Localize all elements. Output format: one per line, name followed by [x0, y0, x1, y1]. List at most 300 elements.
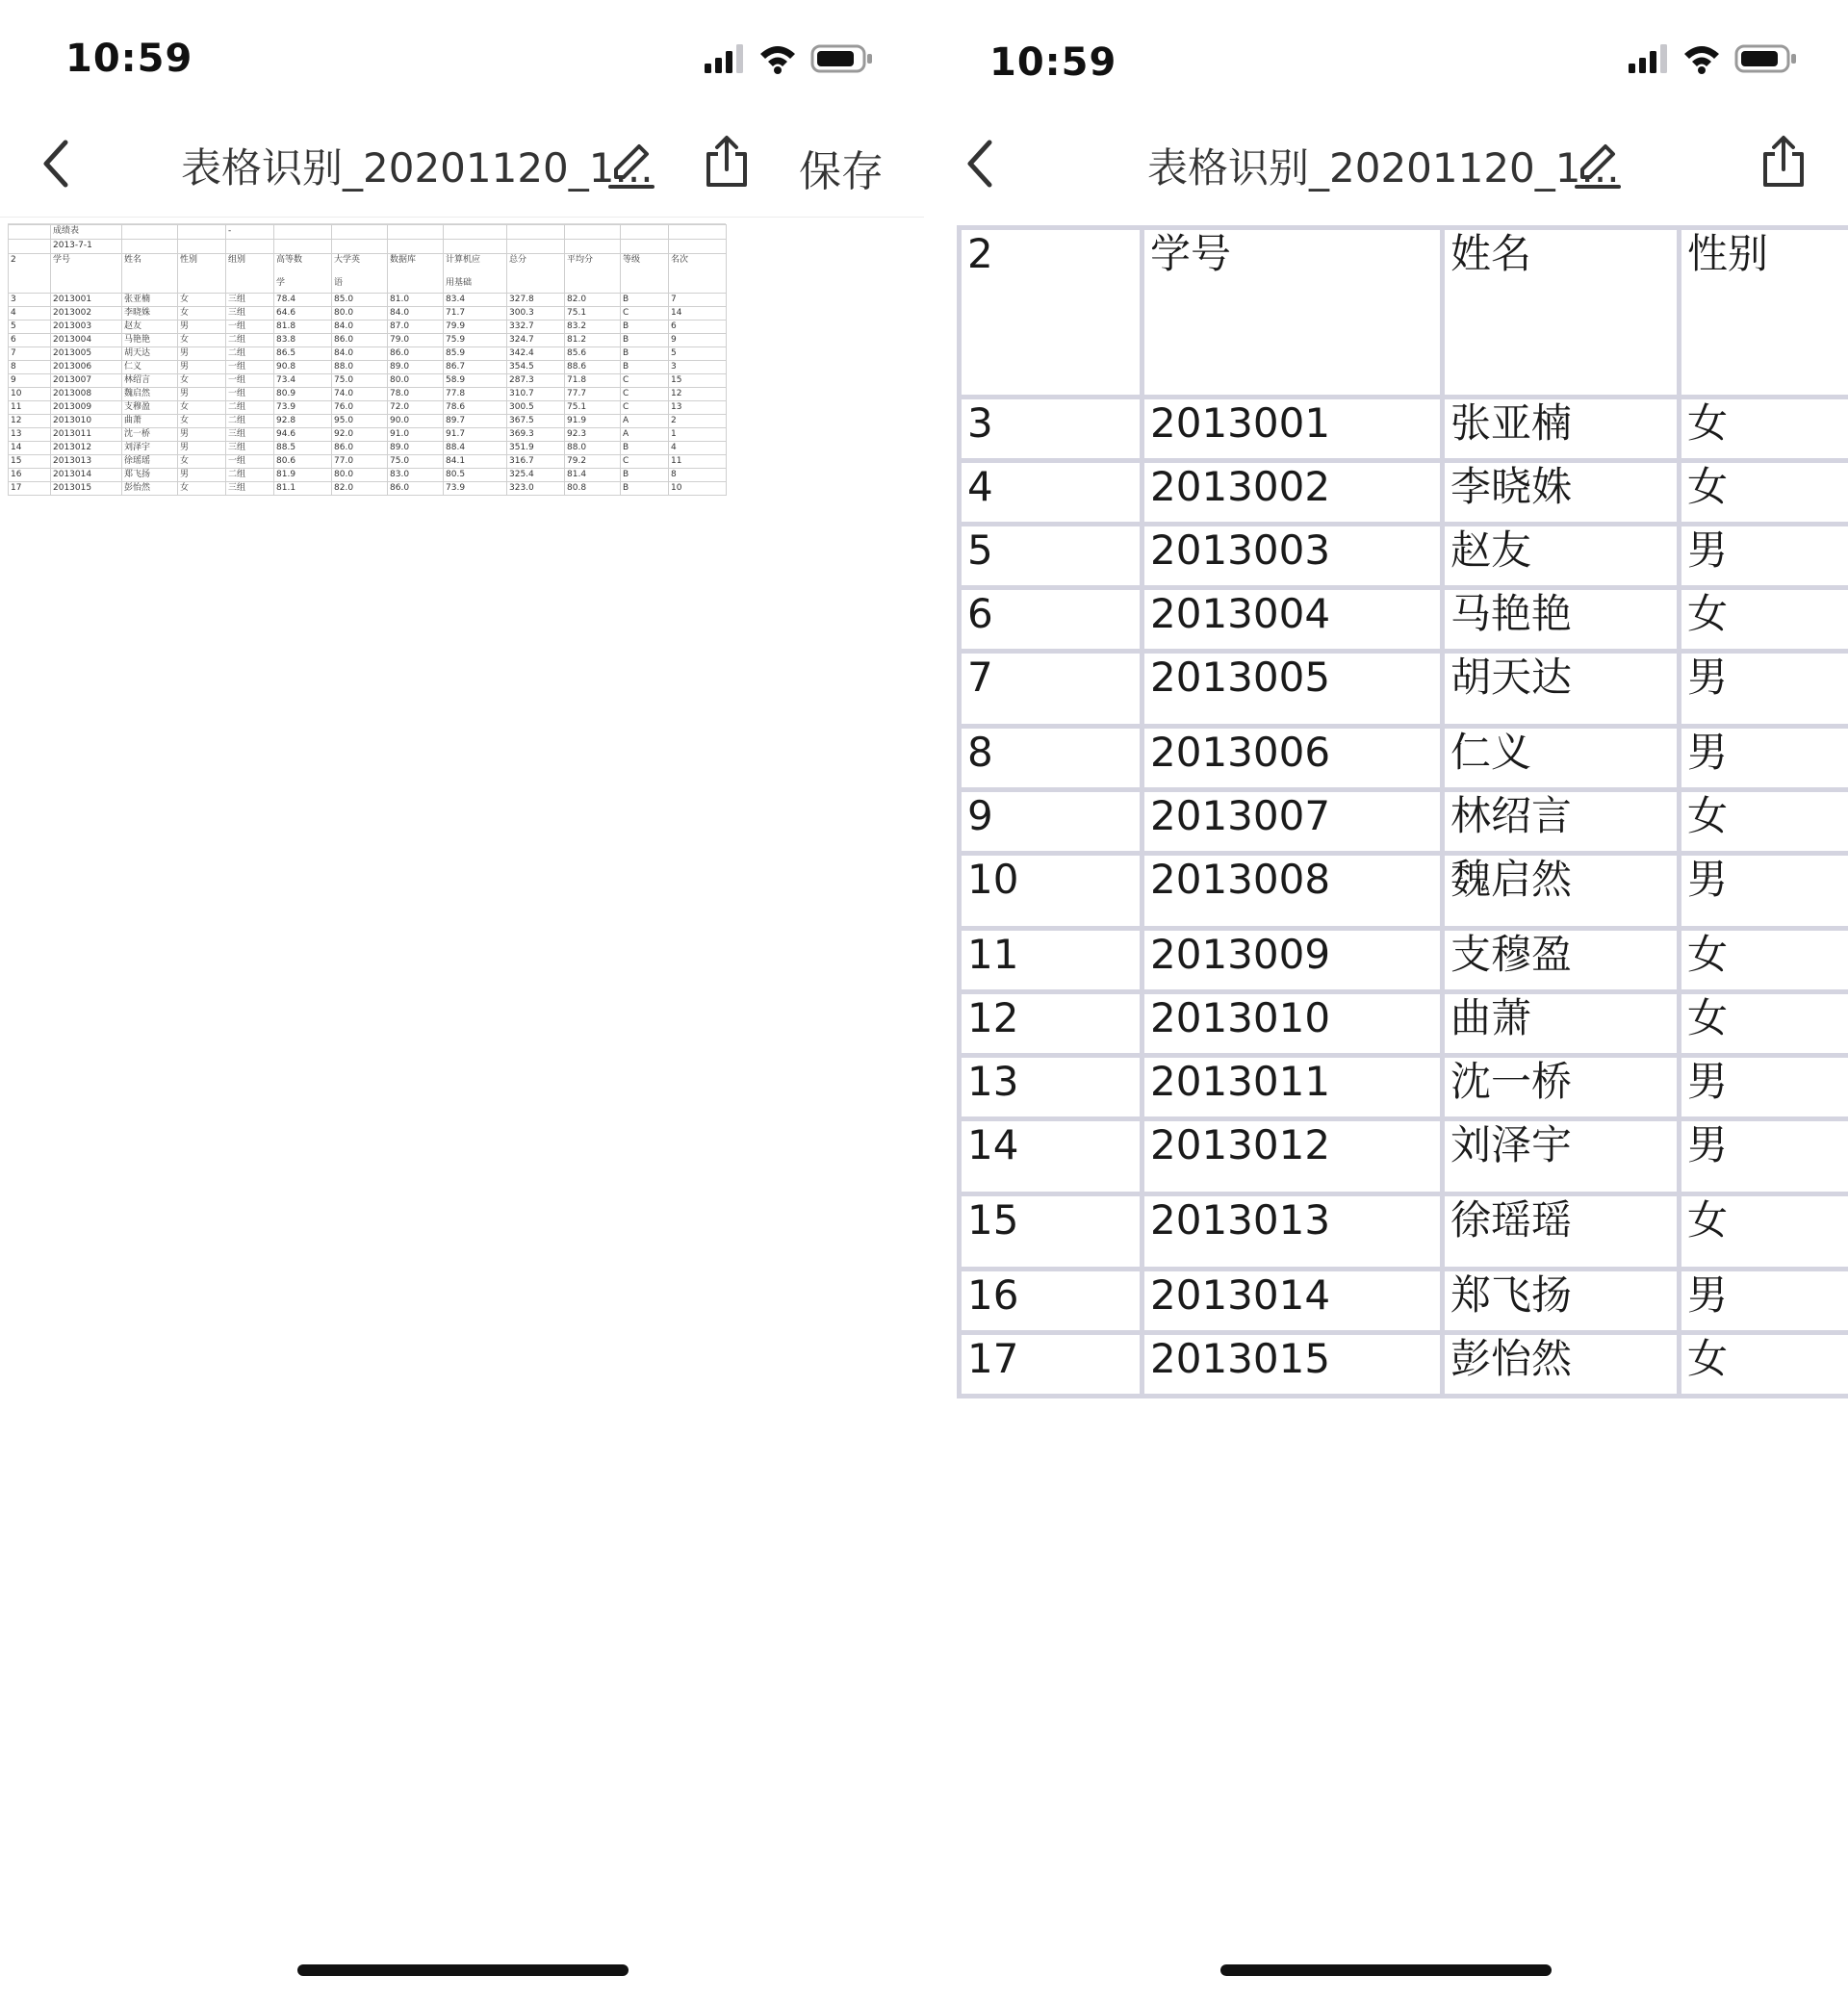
scan-cell: 2013001 — [51, 294, 122, 307]
table-cell[interactable]: 男 — [1680, 652, 1848, 727]
scan-cell: 二组 — [226, 469, 274, 482]
share-button[interactable] — [701, 133, 753, 191]
table-cell[interactable]: 6 — [960, 588, 1142, 652]
table-cell[interactable]: 女 — [1680, 461, 1848, 525]
scan-cell: 79.2 — [565, 455, 621, 469]
table-cell[interactable]: 女 — [1680, 1333, 1848, 1397]
back-button[interactable] — [961, 137, 999, 191]
scan-cell: 86.5 — [274, 347, 332, 361]
system-icons — [703, 42, 886, 75]
scan-cell: 2013012 — [51, 442, 122, 455]
scan-cell: 刘泽宇 — [122, 442, 178, 455]
status-bar — [924, 0, 1848, 106]
scan-cell: 316.7 — [507, 455, 565, 469]
scan-cell: 92.8 — [274, 415, 332, 428]
scan-cell: B — [621, 469, 669, 482]
scan-cell: 83.8 — [274, 334, 332, 347]
save-button[interactable]: 保存 — [799, 147, 884, 196]
table-cell[interactable]: 女 — [1680, 992, 1848, 1056]
scan-cell: 男 — [178, 321, 226, 334]
scan-cell: 男 — [178, 388, 226, 401]
table-cell[interactable]: 女 — [1680, 929, 1848, 992]
scan-cell: 郑飞扬 — [122, 469, 178, 482]
table-cell[interactable]: 10 — [960, 854, 1142, 929]
table-cell[interactable]: 2013002 — [1142, 461, 1443, 525]
table-cell[interactable]: 9 — [960, 790, 1142, 854]
cellular-signal-icon — [703, 42, 747, 75]
scan-cell: B — [621, 361, 669, 374]
scan-cell: 75.0 — [388, 455, 444, 469]
scan-cell: 男 — [178, 361, 226, 374]
scan-cell: 女 — [178, 401, 226, 415]
scan-row — [9, 321, 727, 334]
scan-row — [9, 294, 727, 307]
scan-row — [9, 388, 727, 401]
table-row — [960, 1056, 1848, 1119]
edit-title-button[interactable] — [606, 137, 656, 191]
scan-cell: 325.4 — [507, 469, 565, 482]
scan-header-cell: 等级 — [621, 254, 669, 294]
scan-cell: 沈一桥 — [122, 428, 178, 442]
scan-cell: 95.0 — [332, 415, 388, 428]
table-cell[interactable]: 张亚楠 — [1443, 398, 1680, 461]
scan-cell: 323.0 — [507, 482, 565, 496]
table-cell[interactable]: 2013006 — [1142, 727, 1443, 790]
scan-cell: 75.9 — [444, 334, 507, 347]
scan-cell: 83.0 — [388, 469, 444, 482]
scan-cell: 81.4 — [565, 469, 621, 482]
table-cell[interactable]: 男 — [1680, 1119, 1848, 1194]
scan-cell: 80.8 — [565, 482, 621, 496]
scan-row — [9, 361, 727, 374]
scan-cell: 魏启然 — [122, 388, 178, 401]
table-scan-preview[interactable] — [8, 223, 726, 546]
scan-date-row — [9, 240, 727, 254]
scan-header-cell: 计算机应 用基础 — [444, 254, 507, 294]
scan-cell: 342.4 — [507, 347, 565, 361]
scan-row — [9, 442, 727, 455]
scan-cell: 84.0 — [332, 347, 388, 361]
scan-cell: 2013006 — [51, 361, 122, 374]
table-cell[interactable]: 赵友 — [1443, 525, 1680, 588]
scan-cell: 一组 — [226, 321, 274, 334]
table-cell[interactable]: 曲萧 — [1443, 992, 1680, 1056]
scan-cell: 83.2 — [565, 321, 621, 334]
scan-cell: 88.4 — [444, 442, 507, 455]
battery-icon — [810, 42, 874, 75]
scan-cell: 75.0 — [332, 374, 388, 388]
scan-cell: 73.9 — [444, 482, 507, 496]
scan-cell: 二组 — [226, 415, 274, 428]
table-cell[interactable]: 2013007 — [1142, 790, 1443, 854]
scan-cell: 75.1 — [565, 307, 621, 321]
table-cell[interactable]: 14 — [960, 1119, 1142, 1194]
scan-row — [9, 428, 727, 442]
scan-row — [9, 307, 727, 321]
scan-cell: 7 — [669, 294, 727, 307]
scan-cell: 85.0 — [332, 294, 388, 307]
scan-cell: 13 — [669, 401, 727, 415]
table-cell[interactable]: 11 — [960, 929, 1142, 992]
scan-row — [9, 401, 727, 415]
scan-header-cell: 名次 — [669, 254, 727, 294]
scan-cell: 77.0 — [332, 455, 388, 469]
scan-cell: 86.7 — [444, 361, 507, 374]
scan-cell: 支穆盈 — [122, 401, 178, 415]
scan-cell: 369.3 — [507, 428, 565, 442]
scan-cell: 80.6 — [274, 455, 332, 469]
scan-cell: 84.1 — [444, 455, 507, 469]
scan-cell: 男 — [178, 347, 226, 361]
table-row — [960, 525, 1848, 588]
table-cell[interactable]: 2013010 — [1142, 992, 1443, 1056]
scan-cell: 4 — [9, 307, 51, 321]
scan-cell: 5 — [9, 321, 51, 334]
scan-cell: 2013007 — [51, 374, 122, 388]
table-cell[interactable]: 2013008 — [1142, 854, 1443, 929]
scan-cell: 300.3 — [507, 307, 565, 321]
scan-cell: 81.2 — [565, 334, 621, 347]
scan-cell: 300.5 — [507, 401, 565, 415]
table-cell[interactable]: 2013011 — [1142, 1056, 1443, 1119]
scan-cell: 李晓姝 — [122, 307, 178, 321]
scan-cell: 2013010 — [51, 415, 122, 428]
scan-cell: 83.4 — [444, 294, 507, 307]
table-cell[interactable]: 2013005 — [1142, 652, 1443, 727]
scan-cell: 78.0 — [388, 388, 444, 401]
table-row — [960, 929, 1848, 992]
scan-cell: 71.8 — [565, 374, 621, 388]
scan-cell: 11 — [9, 401, 51, 415]
table-cell[interactable]: 13 — [960, 1056, 1142, 1119]
scan-header-cell: 数据库 — [388, 254, 444, 294]
scan-cell: 88.5 — [274, 442, 332, 455]
table-cell[interactable]: 林绍言 — [1443, 790, 1680, 854]
scan-cell: 91.0 — [388, 428, 444, 442]
scan-cell: B — [621, 334, 669, 347]
scan-header-cell: 组别 — [226, 254, 274, 294]
scan-cell: B — [621, 482, 669, 496]
table-row — [960, 652, 1848, 727]
scan-row — [9, 482, 727, 496]
scan-header-cell: 姓名 — [122, 254, 178, 294]
table-cell[interactable]: 女 — [1680, 398, 1848, 461]
table-cell[interactable]: 2013013 — [1142, 1194, 1443, 1270]
scan-cell: 马艳艳 — [122, 334, 178, 347]
scan-cell: 12 — [9, 415, 51, 428]
table-cell[interactable]: 2013001 — [1142, 398, 1443, 461]
scan-cell: 10 — [9, 388, 51, 401]
table-cell[interactable]: 胡天达 — [1443, 652, 1680, 727]
scan-cell: 92.3 — [565, 428, 621, 442]
table-cell[interactable]: 2013003 — [1142, 525, 1443, 588]
scan-cell: 4 — [669, 442, 727, 455]
scan-cell: 2013004 — [51, 334, 122, 347]
scan-cell: 287.3 — [507, 374, 565, 388]
table-cell[interactable]: 女 — [1680, 588, 1848, 652]
scan-cell: 三组 — [226, 482, 274, 496]
scan-cell: 曲萧 — [122, 415, 178, 428]
scan-cell: 9 — [669, 334, 727, 347]
table-cell[interactable]: 2013004 — [1142, 588, 1443, 652]
scan-row — [9, 469, 727, 482]
scan-cell: A — [621, 428, 669, 442]
scan-cell: 一组 — [226, 388, 274, 401]
scan-cell: 14 — [669, 307, 727, 321]
scan-cell: C — [621, 307, 669, 321]
table-cell[interactable]: 2013012 — [1142, 1119, 1443, 1194]
scan-cell: 81.1 — [274, 482, 332, 496]
table-cell[interactable]: 男 — [1680, 727, 1848, 790]
table-cell[interactable]: 徐瑶瑶 — [1443, 1194, 1680, 1270]
scan-cell: 85.6 — [565, 347, 621, 361]
scan-cell: 80.0 — [332, 469, 388, 482]
scan-cell: 86.0 — [332, 442, 388, 455]
scan-header-cell: 2 — [9, 254, 51, 294]
scan-cell: 10 — [669, 482, 727, 496]
scan-dash-cell: - — [226, 225, 274, 240]
table-header-row — [960, 228, 1848, 398]
scan-cell: 79.9 — [444, 321, 507, 334]
scan-cell: 一组 — [226, 361, 274, 374]
scan-header-cell: 学号 — [51, 254, 122, 294]
status-time: 10:59 — [989, 40, 1117, 85]
scan-cell: 88.0 — [332, 361, 388, 374]
scan-header-row — [9, 254, 727, 294]
scan-cell: 女 — [178, 334, 226, 347]
scan-cell: 女 — [178, 307, 226, 321]
scan-cell: 75.1 — [565, 401, 621, 415]
scan-cell: 82.0 — [332, 482, 388, 496]
table-cell[interactable]: 男 — [1680, 854, 1848, 929]
nav-bar — [0, 115, 924, 212]
table-cell[interactable]: 马艳艳 — [1443, 588, 1680, 652]
scan-header-cell: 平均分 — [565, 254, 621, 294]
scan-cell: 73.9 — [274, 401, 332, 415]
status-bar — [0, 0, 924, 106]
scan-cell: 彭怡然 — [122, 482, 178, 496]
scan-cell: 张亚楠 — [122, 294, 178, 307]
table-cell[interactable]: 8 — [960, 727, 1142, 790]
scan-cell: 72.0 — [388, 401, 444, 415]
table-cell[interactable]: 支穆盈 — [1443, 929, 1680, 992]
scan-cell: 88.0 — [565, 442, 621, 455]
table-header-cell[interactable]: 2 — [960, 228, 1142, 398]
recognized-table-view[interactable] — [957, 225, 1848, 1399]
scan-cell: 15 — [669, 374, 727, 388]
table-cell[interactable]: 2013015 — [1142, 1333, 1443, 1397]
scan-cell: 77.8 — [444, 388, 507, 401]
scan-cell: 87.0 — [388, 321, 444, 334]
scan-cell: 79.0 — [388, 334, 444, 347]
scan-cell: 胡天达 — [122, 347, 178, 361]
scan-cell: 2013002 — [51, 307, 122, 321]
scan-cell: 男 — [178, 428, 226, 442]
scan-date-cell: 2013-7-1 — [51, 240, 122, 254]
table-cell[interactable]: 郑飞扬 — [1443, 1270, 1680, 1333]
scan-cell: 89.7 — [444, 415, 507, 428]
scan-cell: C — [621, 455, 669, 469]
right-screen — [924, 0, 1848, 2001]
scan-cell: 2013009 — [51, 401, 122, 415]
table-header-cell[interactable]: 性别 — [1680, 228, 1848, 398]
recognized-table — [957, 225, 1848, 1398]
scan-cell: 三组 — [226, 294, 274, 307]
scan-row — [9, 334, 727, 347]
scan-cell: 男 — [178, 442, 226, 455]
scan-cell: 14 — [9, 442, 51, 455]
share-button[interactable] — [1758, 133, 1810, 191]
scan-cell: 8 — [669, 469, 727, 482]
scan-cell: 92.0 — [332, 428, 388, 442]
scan-cell: 78.4 — [274, 294, 332, 307]
scan-cell: 2013011 — [51, 428, 122, 442]
table-cell[interactable]: 女 — [1680, 790, 1848, 854]
scan-cell: 11 — [669, 455, 727, 469]
document-title[interactable]: 表格识别_20201120_1... — [181, 144, 654, 192]
scan-header-cell: 性别 — [178, 254, 226, 294]
table-row — [960, 727, 1848, 790]
scan-cell: 赵友 — [122, 321, 178, 334]
scan-cell: 89.0 — [388, 361, 444, 374]
table-header-cell[interactable]: 姓名 — [1443, 228, 1680, 398]
table-cell[interactable]: 4 — [960, 461, 1142, 525]
edit-title-button[interactable] — [1573, 137, 1623, 191]
scan-cell: 84.0 — [332, 321, 388, 334]
table-cell[interactable]: 17 — [960, 1333, 1142, 1397]
scan-cell: 82.0 — [565, 294, 621, 307]
scan-cell: 男 — [178, 469, 226, 482]
table-cell[interactable]: 沈一桥 — [1443, 1056, 1680, 1119]
scan-cell: C — [621, 401, 669, 415]
scan-row — [9, 374, 727, 388]
scan-cell: 6 — [669, 321, 727, 334]
scan-cell: 13 — [9, 428, 51, 442]
scan-cell: 一组 — [226, 455, 274, 469]
scan-cell: 2 — [669, 415, 727, 428]
scan-cell: 80.0 — [388, 374, 444, 388]
scan-header-cell: 高等数 学 — [274, 254, 332, 294]
scan-cell: 91.7 — [444, 428, 507, 442]
table-row — [960, 588, 1848, 652]
scan-cell: 89.0 — [388, 442, 444, 455]
scan-cell: 徐瑶瑶 — [122, 455, 178, 469]
scan-cell: C — [621, 388, 669, 401]
scan-cell: 一组 — [226, 374, 274, 388]
scan-cell: 80.9 — [274, 388, 332, 401]
table-cell[interactable]: 刘泽宇 — [1443, 1119, 1680, 1194]
scan-cell: 9 — [9, 374, 51, 388]
scan-cell: 女 — [178, 482, 226, 496]
scan-cell: 332.7 — [507, 321, 565, 334]
scan-cell: 7 — [9, 347, 51, 361]
scan-cell: 84.0 — [388, 307, 444, 321]
scan-cell: 80.5 — [444, 469, 507, 482]
table-cell[interactable]: 12 — [960, 992, 1142, 1056]
table-cell[interactable]: 男 — [1680, 1270, 1848, 1333]
table-cell[interactable]: 2013014 — [1142, 1270, 1443, 1333]
table-row — [960, 992, 1848, 1056]
scan-cell: 86.0 — [388, 482, 444, 496]
scan-cell: 88.6 — [565, 361, 621, 374]
scan-cell: 85.9 — [444, 347, 507, 361]
table-cell[interactable]: 男 — [1680, 525, 1848, 588]
scan-cell: 6 — [9, 334, 51, 347]
scan-cell: B — [621, 294, 669, 307]
table-cell[interactable]: 彭怡然 — [1443, 1333, 1680, 1397]
nav-divider — [0, 217, 924, 218]
system-icons — [1627, 42, 1810, 75]
scan-cell: 77.7 — [565, 388, 621, 401]
table-cell[interactable]: 女 — [1680, 1194, 1848, 1270]
table-row — [960, 461, 1848, 525]
table-cell[interactable]: 5 — [960, 525, 1142, 588]
scan-cell: A — [621, 415, 669, 428]
scan-cell: 64.6 — [274, 307, 332, 321]
table-row — [960, 398, 1848, 461]
scan-cell: 71.7 — [444, 307, 507, 321]
scan-cell: 74.0 — [332, 388, 388, 401]
scan-cell: 女 — [178, 374, 226, 388]
scan-cell: 5 — [669, 347, 727, 361]
table-cell[interactable]: 魏启然 — [1443, 854, 1680, 929]
back-button[interactable] — [37, 137, 75, 191]
scan-cell: 二组 — [226, 347, 274, 361]
scan-cell: 二组 — [226, 334, 274, 347]
scan-cell: 351.9 — [507, 442, 565, 455]
scan-cell: 三组 — [226, 307, 274, 321]
scan-row — [9, 415, 727, 428]
table-cell[interactable]: 3 — [960, 398, 1142, 461]
table-cell[interactable]: 16 — [960, 1270, 1142, 1333]
table-cell[interactable]: 李晓姝 — [1443, 461, 1680, 525]
scan-cell: 3 — [669, 361, 727, 374]
scan-cell: 327.8 — [507, 294, 565, 307]
scan-cell: 86.0 — [332, 334, 388, 347]
scan-cell: C — [621, 374, 669, 388]
scan-row — [9, 347, 727, 361]
scan-cell: 12 — [669, 388, 727, 401]
scan-row — [9, 455, 727, 469]
table-cell[interactable]: 15 — [960, 1194, 1142, 1270]
scan-cell: 女 — [178, 415, 226, 428]
scan-cell: 81.8 — [274, 321, 332, 334]
table-row — [960, 790, 1848, 854]
table-cell[interactable]: 仁义 — [1443, 727, 1680, 790]
table-row — [960, 854, 1848, 929]
table-header-cell[interactable]: 学号 — [1142, 228, 1443, 398]
scan-cell: 81.0 — [388, 294, 444, 307]
home-indicator — [1220, 1964, 1552, 1976]
home-indicator — [297, 1964, 629, 1976]
table-row — [960, 1119, 1848, 1194]
status-time: 10:59 — [65, 37, 193, 81]
scan-cell: 2013005 — [51, 347, 122, 361]
table-cell[interactable]: 7 — [960, 652, 1142, 727]
scan-cell: 17 — [9, 482, 51, 496]
table-cell[interactable]: 2013009 — [1142, 929, 1443, 992]
wifi-icon — [758, 42, 797, 75]
scan-cell: 86.0 — [388, 347, 444, 361]
scan-cell: B — [621, 442, 669, 455]
scan-cell: 76.0 — [332, 401, 388, 415]
scan-cell: 三组 — [226, 428, 274, 442]
nav-bar — [924, 115, 1848, 212]
scan-cell: 三组 — [226, 442, 274, 455]
table-cell[interactable]: 男 — [1680, 1056, 1848, 1119]
document-title[interactable]: 表格识别_20201120_1... — [1147, 144, 1620, 192]
scan-cell: 2013003 — [51, 321, 122, 334]
